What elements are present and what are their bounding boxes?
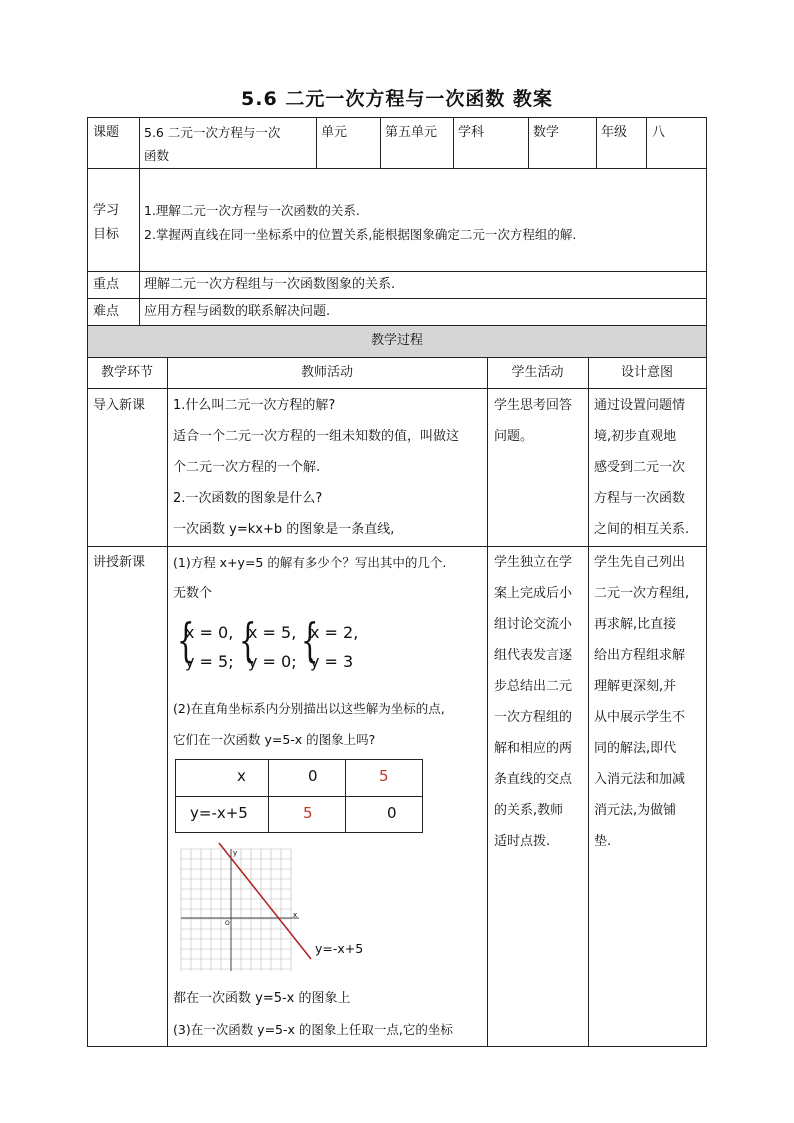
lecture-design-line: 理解更深刻,并 (594, 679, 677, 694)
lecture-student-line: 学生独立在学 (494, 555, 573, 570)
lecture-student-line: 案上完成后小 (494, 586, 573, 601)
lecture-q1-answer: 无数个 (173, 586, 213, 601)
lecture-student-line: 的关系,教师 (494, 803, 564, 818)
subject-value: 数学 (533, 125, 560, 140)
lecture-conclusion: 都在一次函数 y=5-x 的图象上 (173, 991, 351, 1006)
lecture-design-line: 二元一次方程组, (594, 586, 690, 601)
lecture-student-line: 解和相应的两 (494, 741, 573, 756)
x-axis-label: x (293, 911, 298, 919)
graph-grid (181, 849, 291, 971)
system-1-bottom: y = 5; (185, 652, 234, 671)
value-table-cell: 0 (308, 767, 318, 785)
lecture-design-line: 垫. (594, 834, 612, 849)
intro-design-line: 境,初步直观地 (594, 429, 677, 444)
system-3-top: x = 2, (310, 623, 359, 642)
intro-student-line: 学生思考回答 (494, 398, 573, 413)
intro-design-line: 之间的相互关系. (594, 522, 690, 537)
left-brace-1: { (177, 613, 195, 667)
intro-teacher-line: 个二元一次方程的一个解. (173, 460, 321, 475)
lecture-design-line: 学生先自己列出 (594, 555, 686, 570)
key-point-text: 理解二元一次方程组与一次函数图象的关系. (144, 277, 396, 292)
intro-stage: 导入新课 (93, 398, 146, 413)
lecture-student-line: 组代表发言逐 (494, 648, 573, 663)
intro-teacher-line: 一次函数 y=kx+b 的图象是一条直线, (173, 522, 395, 537)
lecture-student-line: 一次方程组的 (494, 710, 573, 725)
subject-label: 学科 (458, 125, 485, 140)
origin-label: O (225, 920, 230, 927)
col-teacher: 教师活动 (300, 365, 353, 380)
lecture-q1: (1)方程 x+y=5 的解有多少个？写出其中的几个. (173, 555, 447, 570)
topic-value-line1: 5.6 二元一次方程与一次 (144, 125, 281, 140)
goals-label-line2: 目标 (93, 227, 120, 242)
intro-design-line: 方程与一次函数 (594, 491, 686, 506)
page-title: 5.6 二元一次方程与一次函数 教案 (241, 88, 553, 110)
value-table-header-x: x (237, 767, 246, 785)
intro-teacher-line: 适合一个二元一次方程的一组未知数的值，叫做这 (173, 429, 460, 444)
col-stage: 教学环节 (100, 365, 153, 380)
lecture-design-line: 从中展示学生不 (594, 710, 686, 725)
lecture-student-line: 条直线的交点 (494, 772, 573, 787)
lecture-design-line: 消元法,为做铺 (594, 803, 677, 818)
system-1-top: x = 0, (185, 623, 234, 642)
difficulty-text: 应用方程与函数的联系解决问题. (144, 304, 331, 319)
lecture-q2-line2: 它们在一次函数 y=5-x 的图象上吗? (173, 732, 376, 747)
unit-value: 第五单元 (385, 125, 438, 140)
goal-item-2: 2.掌握两直线在同一坐标系中的位置关系,能根据图象确定二元一次方程组的解. (144, 227, 577, 242)
grade-label: 年级 (601, 125, 628, 140)
intro-teacher-line: 1.什么叫二元一次方程的解? (173, 398, 336, 413)
lecture-stage: 讲授新课 (93, 555, 146, 570)
lecture-student-line: 步总结出二元 (494, 679, 573, 694)
value-table-cell-highlight: 5 (303, 804, 313, 822)
y-axis-label: y (233, 849, 238, 857)
lecture-student-line: 组讨论交流小 (494, 617, 573, 632)
value-table-cell-highlight: 5 (379, 767, 389, 785)
unit-label: 单元 (321, 125, 348, 140)
lecture-q2-line1: (2)在直角坐标系内分别描出以这些解为坐标的点, (173, 701, 445, 716)
grade-value: 八 (652, 125, 666, 140)
left-brace-2: { (239, 613, 257, 667)
system-2-bottom: y = 0; (248, 652, 297, 671)
key-point-label: 重点 (93, 277, 120, 292)
system-3-bottom: y = 3 (310, 652, 354, 671)
function-line (219, 843, 311, 959)
lesson-plan-table (87, 117, 707, 1047)
col-design: 设计意图 (620, 365, 673, 380)
value-table-cell: 0 (387, 804, 397, 822)
function-line-label: y=-x+5 (315, 941, 364, 956)
goals-label-line1: 学习 (93, 203, 120, 218)
topic-label: 课题 (93, 125, 120, 140)
goal-item-1: 1.理解二元一次方程与一次函数的关系. (144, 203, 360, 218)
intro-design-line: 通过设置问题情 (594, 398, 686, 413)
difficulty-label: 难点 (93, 304, 120, 319)
system-2-top: x = 5, (248, 623, 297, 642)
lecture-q3: (3)在一次函数 y=5-x 的图象上任取一点,它的坐标 (173, 1022, 453, 1037)
intro-design-line: 感受到二元一次 (594, 460, 686, 475)
lecture-design-line: 入消元法和加减 (594, 772, 686, 787)
col-student: 学生活动 (511, 365, 564, 380)
process-header: 教学过程 (370, 333, 423, 348)
topic-value-line2: 函数 (144, 148, 170, 163)
left-brace-3: { (301, 613, 319, 667)
lecture-design-line: 同的解法,即代 (594, 741, 677, 756)
value-table-header-y: y=-x+5 (190, 804, 248, 822)
intro-student-line: 问题。 (494, 429, 534, 444)
lecture-design-line: 再求解,比直接 (594, 617, 677, 632)
lecture-design-line: 给出方程组求解 (594, 648, 686, 663)
lecture-student-line: 适时点拨. (494, 834, 551, 849)
intro-teacher-line: 2.一次函数的图象是什么? (173, 491, 323, 506)
